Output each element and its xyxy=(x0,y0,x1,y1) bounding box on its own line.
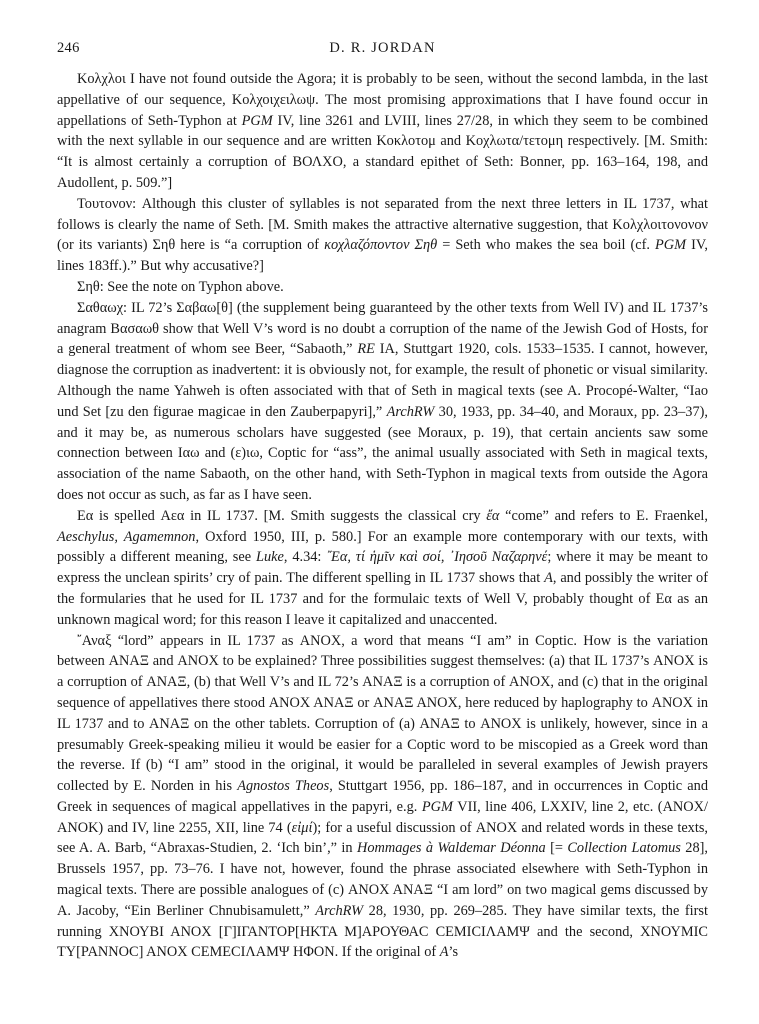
text-run: ; where it may be meant to express the unclean spirits’ cry of pain. The different spelling in IL 1737 shows that xyxy=(57,549,708,587)
text-run: , Oxford 1950, III, p. 580.] For an example more contemporary with our texts, with possibly a different meaning, see xyxy=(57,528,709,566)
paragraph-anax xyxy=(57,631,708,964)
text-run: = Seth who makes the sea boil (cf. xyxy=(437,237,656,254)
text-run: ’s xyxy=(448,944,459,961)
paragraph-toutonon xyxy=(57,194,708,277)
text-run: , Stuttgart 1956, pp. 186–187, and in occurrences in Coptic and Greek in sequences of magical appellatives in the papyri, e.g. xyxy=(57,778,708,815)
article-body xyxy=(57,69,708,963)
text-run: 28, 1930, pp. 269–285. They have similar texts, the first running ΧΝΟΥΒΙ ΑΝΟΧ [Γ]ΙΓΑΝΤΟΡ[ΗΚΤΑ Μ]ΑΡΟΥΘΑC CΕΜΙCΙΛΑΜΨ and the second, ΧΝΟΥΜΙC ΤΥ[ΡΑΝΝΟC] ΑΝΟΧ CΕΜΕCΙΛΑΜΨ ΗΦΟΝ. If the original of xyxy=(57,902,708,961)
text-run: Κολχλοι I have not found outside the Agora; it is probably to be seen, without the second lambda, in the last appellative of our sequence, Κολχοιχειλωψ. The most promising approximations that I have found occur in appellations of Seth-Typhon at xyxy=(57,71,708,129)
paragraph-ea xyxy=(57,506,708,631)
text-run: 30, 1933, pp. 34–40, and Moraux, pp. 23–37), and it may be, as numerous scholars have suggested (see Moraux, p. 19), that certain ancients saw some connection between Ιαω and (ε)ιω, Coptic for “ass”, the animal usually associated with Seth in magical texts, association of the name Sabaoth, on the other hand, with Seth-Typhon in magical texts from outside the Agora does not occur as such, as far as I have seen. xyxy=(57,403,708,503)
text-run: Σηθ: See the note on Typhon above. xyxy=(77,278,284,295)
italic-text: A xyxy=(439,944,449,961)
text-run: , and possibly the writer of the formularies that he used for IL 1737 and for the formulaic texts of Well V, probably thought of Εα as an unknown magical word; for this reason I leave it capitalized and unaccented. xyxy=(57,570,708,628)
italic-text: Hommages à Waldemar Déonna xyxy=(356,840,546,857)
paragraph-seth xyxy=(57,277,708,298)
text-run: IV, lines 183ff.).” But why accusative?] xyxy=(57,237,708,275)
paragraph-sabaoch xyxy=(57,298,708,506)
text-run: Σαθαωχ: IL 72’s Σαβαω[θ] (the supplement being guaranteed by the other texts from Well IV) and IL 1737’s anagram Βασαωθ show that Well V’s word is no doubt a corruption of the name of the Jewish God of Hosts, for a general treatment of whom see Beer, “Sabaoth,” xyxy=(57,299,708,358)
italic-text: A xyxy=(544,570,553,587)
page-number: 246 xyxy=(57,40,80,56)
text-run: Τουτονον: Although this cluster of syllables is not separated from the next three letters in IL 1737, what follows is clearly the name of Seth. [M. Smith makes the attractive alternative suggestion, that Κολχλοιτονονον (or its variants) Σηθ here is “a corruption of xyxy=(57,195,708,254)
text-run: ); for a useful discussion of ΑΝΟΧ and related words in these texts, see A. A. Barb, “Abraxas-Studien, 2. ‘Ich bin’,” in xyxy=(57,819,709,857)
text-run: ῎Αναξ “lord” appears in IL 1737 as ΑΝΟΧ, a word that means “I am” in Coptic. How is the variation between ΑΝΑΞ and ΑΝΟΧ to be explained? Three possibilities suggest themselves: (a) that IL 1737’s ΑΝΟΧ is a corruption of ΑΝΑΞ, (b) that Well V’s and IL 72’s ΑΝΑΞ is a corruption of ΑΝΟΧ, and (c) that in the original sequence of appellatives there stood ΑΝΟΧ ΑΝΑΞ or ΑΝΑΞ ΑΝΟΧ, here reduced by haplography to ΑΝΟΧ in IL 1737 and to ΑΝΑΞ on the other tablets. Corruption of (a) ΑΝΑΞ to ΑΝΟΧ is unlikely, however, since in a presumably Greek-speaking milieu it would be easier for a Coptic word to be miscopied as a Greek word than the reverse. If (b) “I am” stood in the original, it would be paralleled in several examples of Jewish prayers collected by E. Norden in his xyxy=(57,632,708,795)
italic-text: ῎Εα, τί ἡμῖν καὶ σοί, ᾿Ιησοῦ Ναζαρηνέ xyxy=(326,549,548,566)
text-run: “come” and refers to E. Fraenkel, xyxy=(499,507,708,524)
italic-text: εἰμί xyxy=(291,819,313,836)
running-title: D. R. JORDAN xyxy=(329,40,436,56)
text-run: Εα is spelled Αεα in IL 1737. [M. Smith suggests the classical cry xyxy=(77,507,487,524)
italic-text: PGM xyxy=(655,237,687,254)
text-run: IA, Stuttgart 1920, cols. 1533–1535. I cannot, however, diagnose the corruption as inadvertent: it is obviously not, for example, the result of phonetic or visual similarity. Although the name Yahweh is often associated with that of Seth in magical texts (see A. Procopé-Walter, “Iao und Set [zu den figurae magicae in den Zauberpapyri],” xyxy=(57,341,708,420)
italic-text: RE xyxy=(357,341,375,358)
text-run: , 4.34: xyxy=(283,549,327,566)
text-run: IV, line 3261 and LVIII, lines 27/28, in which they seem to be combined with the next syllable in our sequence and are written Κοκλοτομ and Κοχλωτα/τετομη respectively. [M. Smith: “It is almost certainly a corruption of ΒΟΛΧΟ, a standard epithet of Seth: Bonner, pp. 163–164, 198, and Audollent, p. 509.”] xyxy=(57,112,708,191)
page-header xyxy=(57,40,708,60)
text-run: VII, line 406, LXXIV, line 2, etc. (ΑΝΟΧ/ΑΝΟΚ) and IV, line 2255, XII, line 74 ( xyxy=(57,798,708,836)
italic-text: κοχλαζόποντον Σηθ xyxy=(324,237,438,254)
italic-text: PGM xyxy=(241,112,273,129)
italic-text: Agnostos Theos xyxy=(237,778,330,795)
italic-text: Collection Latomus xyxy=(567,840,681,857)
italic-text: PGM xyxy=(421,798,453,815)
italic-text: ArchRW xyxy=(315,902,364,919)
italic-text: ἔα xyxy=(486,507,500,524)
text-run: 28], Brussels 1957, pp. 73–76. I have not, however, found the phrase associated elsewhere with Seth-Typhon in magical texts. There are possible analogues of (c) ΑΝΟΧ ΑΝΑΞ “I am lord” on two magical gems discussed by A. Jacoby, “Ein Berliner Chnubisamulett,” xyxy=(57,840,708,919)
page xyxy=(57,40,708,963)
italic-text: ArchRW xyxy=(386,403,435,420)
text-run: [= xyxy=(545,840,568,857)
italic-text: Aeschylus, Agamemnon xyxy=(57,528,196,545)
paragraph-kolchloi xyxy=(57,69,708,194)
italic-text: Luke xyxy=(255,549,284,566)
